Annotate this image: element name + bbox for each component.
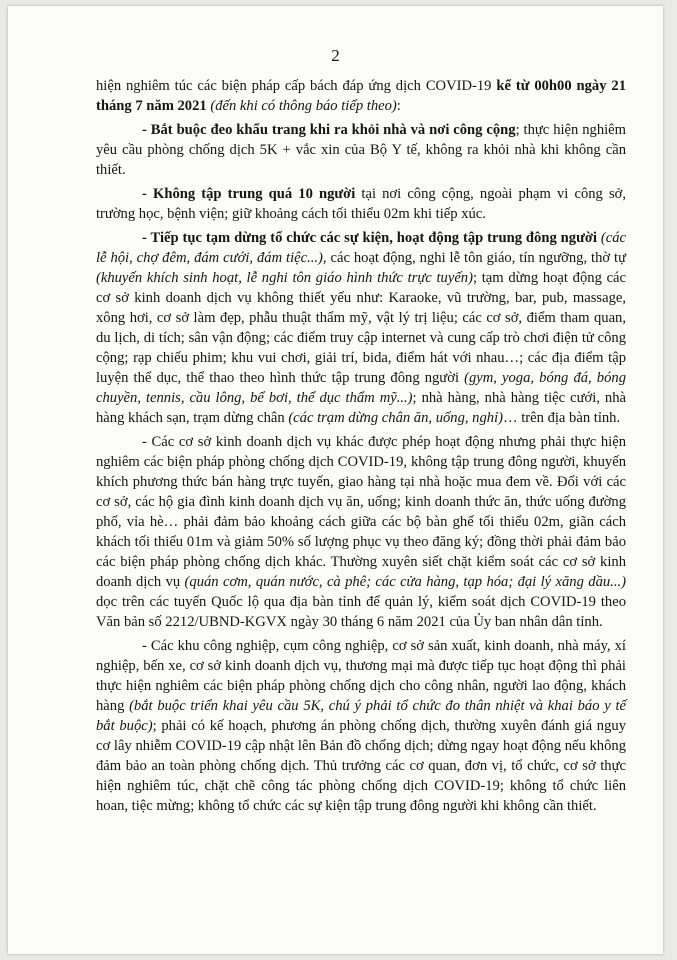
bold-text: - Không tập trung quá 10 người xyxy=(142,186,356,202)
text: : xyxy=(396,98,401,114)
paragraph-effective-date xyxy=(96,76,626,116)
page-number: 2 xyxy=(331,46,340,65)
text: ; phải có kế hoạch, phương án phòng chống dịch, thường xuyên đánh giá nguy cơ lây nhiễm COVID-19 cập nhật lên Bản đồ chống dịch; dừng ngay hoạt động nếu không đảm bảo an toàn phòng chống dịch. Thủ trưởng các cơ quan, đơn vị, tổ chức, cơ sở thực hiện nghiêm túc, chặt chẽ công tác phòng chống dịch COVID-19; không tổ chức liên hoan, tiệc mừng; không tổ chức các sự kiện tập trung đông người khi không cần thiết. xyxy=(96,718,626,814)
italic-text: (các trạm dừng chân ăn, uống, nghỉ) xyxy=(288,410,503,426)
italic-text: (quán cơm, quán nước, cà phê; các cửa hàng, tạp hóa; đại lý xăng dầu...) xyxy=(184,574,626,590)
text: - Các khu công nghiệp, cụm công nghiệp, cơ sở sản xuất, kinh doanh, nhà máy, xí nghiệp, bến xe, cơ sở kinh doanh dịch vụ, thương mại mà được tiếp tục hoạt động thì phải thực hiện nghiêm các biện pháp phòng chống dịch cho công nhân, người lao động, khách hàng xyxy=(96,638,626,714)
text: ; nhà hàng, nhà hàng tiệc cưới, nhà hàng khách sạn, trạm dừng chân xyxy=(96,390,626,426)
italic-text: (đến khi có thông báo tiếp theo) xyxy=(210,98,397,114)
text: hiện nghiêm túc các biện pháp cấp bách đáp ứng dịch COVID-19 xyxy=(96,78,497,94)
text: ; thực hiện nghiêm yêu cầu phòng chống dịch 5K + vắc xin của Bộ Y tế, không ra khỏi nhà khi không cần thiết. xyxy=(96,122,627,178)
text: dọc trên các tuyến Quốc lộ qua địa bàn tỉnh để quản lý, kiểm soát dịch COVID-19 theo Văn bản số 2212/UBND-KGVX ngày 30 tháng 6 năm 2021 của Ủy ban nhân dân tỉnh. xyxy=(96,594,626,630)
text: … trên địa bàn tỉnh. xyxy=(503,410,621,426)
bold-text: kể từ 00h00 ngày 21 tháng 7 năm 2021 xyxy=(96,78,626,114)
italic-text: (gym, yoga, bóng đá, bóng chuyền, tennis, cầu lông, bể bơi, thể dục thẩm mỹ...) xyxy=(96,370,626,406)
text: ; tạm dừng hoạt động các cơ sở kinh doanh dịch vụ không thiết yếu như: Karaoke, vũ trường, bar, pub, massage, xông hơi, cơ sở làm đẹp, phẫu thuật thẩm mỹ, vật lý trị liệu; các cơ sở, điểm tham quan, du lịch, di tích; sân vận động; các điểm truy cập internet và cung cấp trò chơi điện tử công cộng; rạp chiếu phim; khu vui chơi, giải trí, bida, điểm hát với nhau…; các địa điểm tập luyện thể dục, thể thao theo hình thức tập trung đông người xyxy=(96,270,627,386)
italic-text: (các lễ hội, chợ đêm, đám cưới, đám tiệc...) xyxy=(96,230,626,266)
document-page xyxy=(8,6,663,954)
text: tại nơi công cộng, ngoài phạm vi công sở, trường học, bệnh viện; giữ khoảng cách tối thiểu 02m khi tiếp xúc. xyxy=(96,186,626,222)
document-body xyxy=(96,76,626,820)
bold-text: - Tiếp tục tạm dừng tổ chức các sự kiện, hoạt động tập trung đông người xyxy=(142,230,597,246)
italic-text: (bắt buộc triển khai yêu cầu 5K, chú ý phải tổ chức đo thân nhiệt và khai báo y tế bắt buộc) xyxy=(96,698,626,734)
text: , các hoạt động, nghi lễ tôn giáo, tín ngưỡng, thờ tự xyxy=(322,250,626,266)
text: - Các cơ sở kinh doanh dịch vụ khác được phép hoạt động nhưng phải thực hiện nghiêm các biện pháp phòng chống dịch COVID-19, không tập trung đông người, khuyến khích phương thức bán hàng trực tuyến, giao hàng tại nhà hoặc mua đem về. Đối với các cơ sở, các hộ gia đình kinh doanh dịch vụ ăn, uống; kinh doanh thức ăn, thức uống đường phố, vỉa hè… phải đảm bảo khoảng cách giữa các bộ bàn ghế tối thiểu 02m, giãn cách khách tối thiểu 01m và giảm 50% số lượng phục vụ theo đăng ký; đồng thời phải đảm bảo các biện pháp phòng chống dịch khác. Thường xuyên siết chặt kiểm soát các cơ sở kinh doanh dịch vụ xyxy=(96,434,626,590)
paragraph-mask-rule xyxy=(96,120,626,180)
paragraph-industrial-zones xyxy=(96,636,626,816)
italic-text: (khuyến khích sinh hoạt, lễ nghi tôn giáo hình thức trực tuyến) xyxy=(96,270,473,286)
paragraph-event-suspension xyxy=(96,228,626,428)
bold-text: - Bắt buộc đeo khẩu trang khi ra khỏi nhà và nơi công cộng xyxy=(142,122,516,138)
paragraph-other-businesses xyxy=(96,432,626,632)
paragraph-gathering-limit xyxy=(96,184,626,224)
